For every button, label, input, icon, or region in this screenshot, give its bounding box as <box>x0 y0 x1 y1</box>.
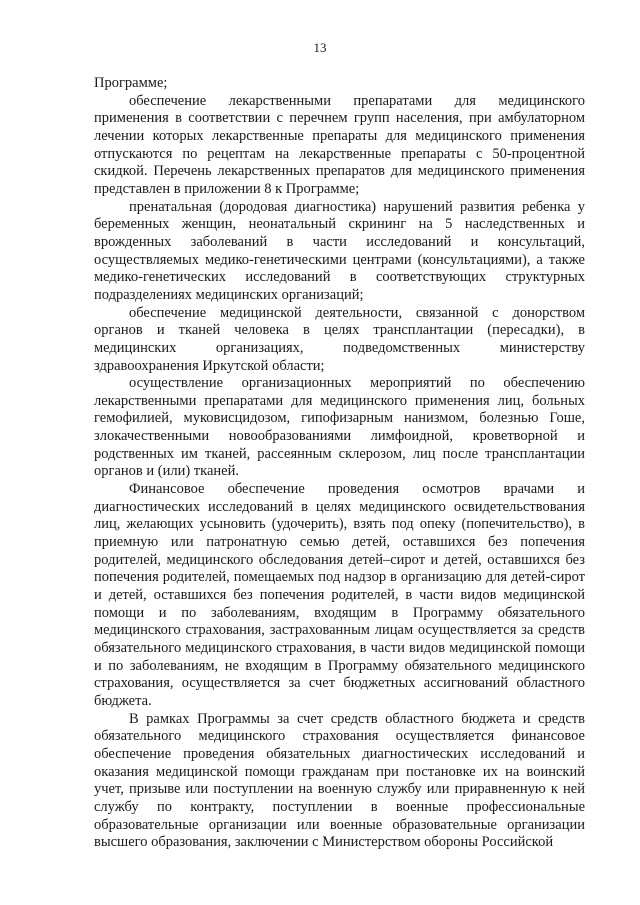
document-body <box>94 75 585 852</box>
paragraph: осуществление организационных мероприятий по обеспечению лекарственными препаратами для медицинского применения лиц, больных гемофилией, муковисцидозом, гипофизарным нанизмом, болезнью Гоше, злокачественными новообразованиями лимфоидной, кроветворной и родственных им тканей, рассеянным склерозом, лиц после трансплантации органов и (или) тканей. <box>94 375 585 480</box>
paragraph: Финансовое обеспечение проведения осмотров врачами и диагностических исследований в целях медицинского освидетельствования лиц, желающих усыновить (удочерить), взять под опеку (попечительство), в приемную или патронатную семью детей, оставшихся без попечения родителей, медицинского обследования детей–сирот и детей, оставшихся без попечения родителей, помещаемых под надзор в организацию для детей-сирот и детей, оставшихся без попечения родителей, в части видов медицинской помощи и по заболеваниям, входящим в Программу обязательного медицинского страхования, застрахованным лицам осуществляется за средств обязательного медицинского страхования, в части видов медицинской помощи и по заболеваниям, не входящим в Программу обязательного медицинского страхования, осуществляется за счет бюджетных ассигнований областного бюджета. <box>94 481 585 709</box>
paragraph: В рамках Программы за счет средств областного бюджета и средств обязательного медицинского страхования осуществляется финансовое обеспечение проведения обязательных диагностических исследований и оказания медицинской помощи гражданам при постановке их на воинский учет, призыве или поступлении на военную службу или приравненную к ней службу по контракту, поступлении в военные профессиональные образовательные организации или военные образовательные организации высшего образования, заключении с Министерством обороны Российской <box>94 710 585 851</box>
page-number: 13 <box>313 40 327 55</box>
paragraph: обеспечение лекарственными препаратами для медицинского применения в соответствии с перечнем групп населения, при амбулаторном лечении которых лекарственные препараты для медицинского применения отпускаются по рецептам на лекарственные препараты с 50-процентной скидкой. Перечень лекарственных препаратов для медицинского применения представлен в приложении 8 к Программе; <box>94 92 585 197</box>
paragraph: пренатальная (дородовая диагностика) нарушений развития ребенка у беременных женщин, неонатальный скрининг на 5 наследственных и врожденных заболеваний в части исследований и консультаций, осуществляемых медико-генетическими центрами (консультациями), а также медико-генетических исследований в соответствующих структурных подразделениях медицинских организаций; <box>94 198 585 303</box>
paragraph: обеспечение медицинской деятельности, связанной с донорством органов и тканей человека в целях трансплантации (пересадки), в медицинских организациях, подведомственных министерству здравоохранения Иркутской области; <box>94 304 585 374</box>
paragraph: Программе; <box>94 75 168 91</box>
